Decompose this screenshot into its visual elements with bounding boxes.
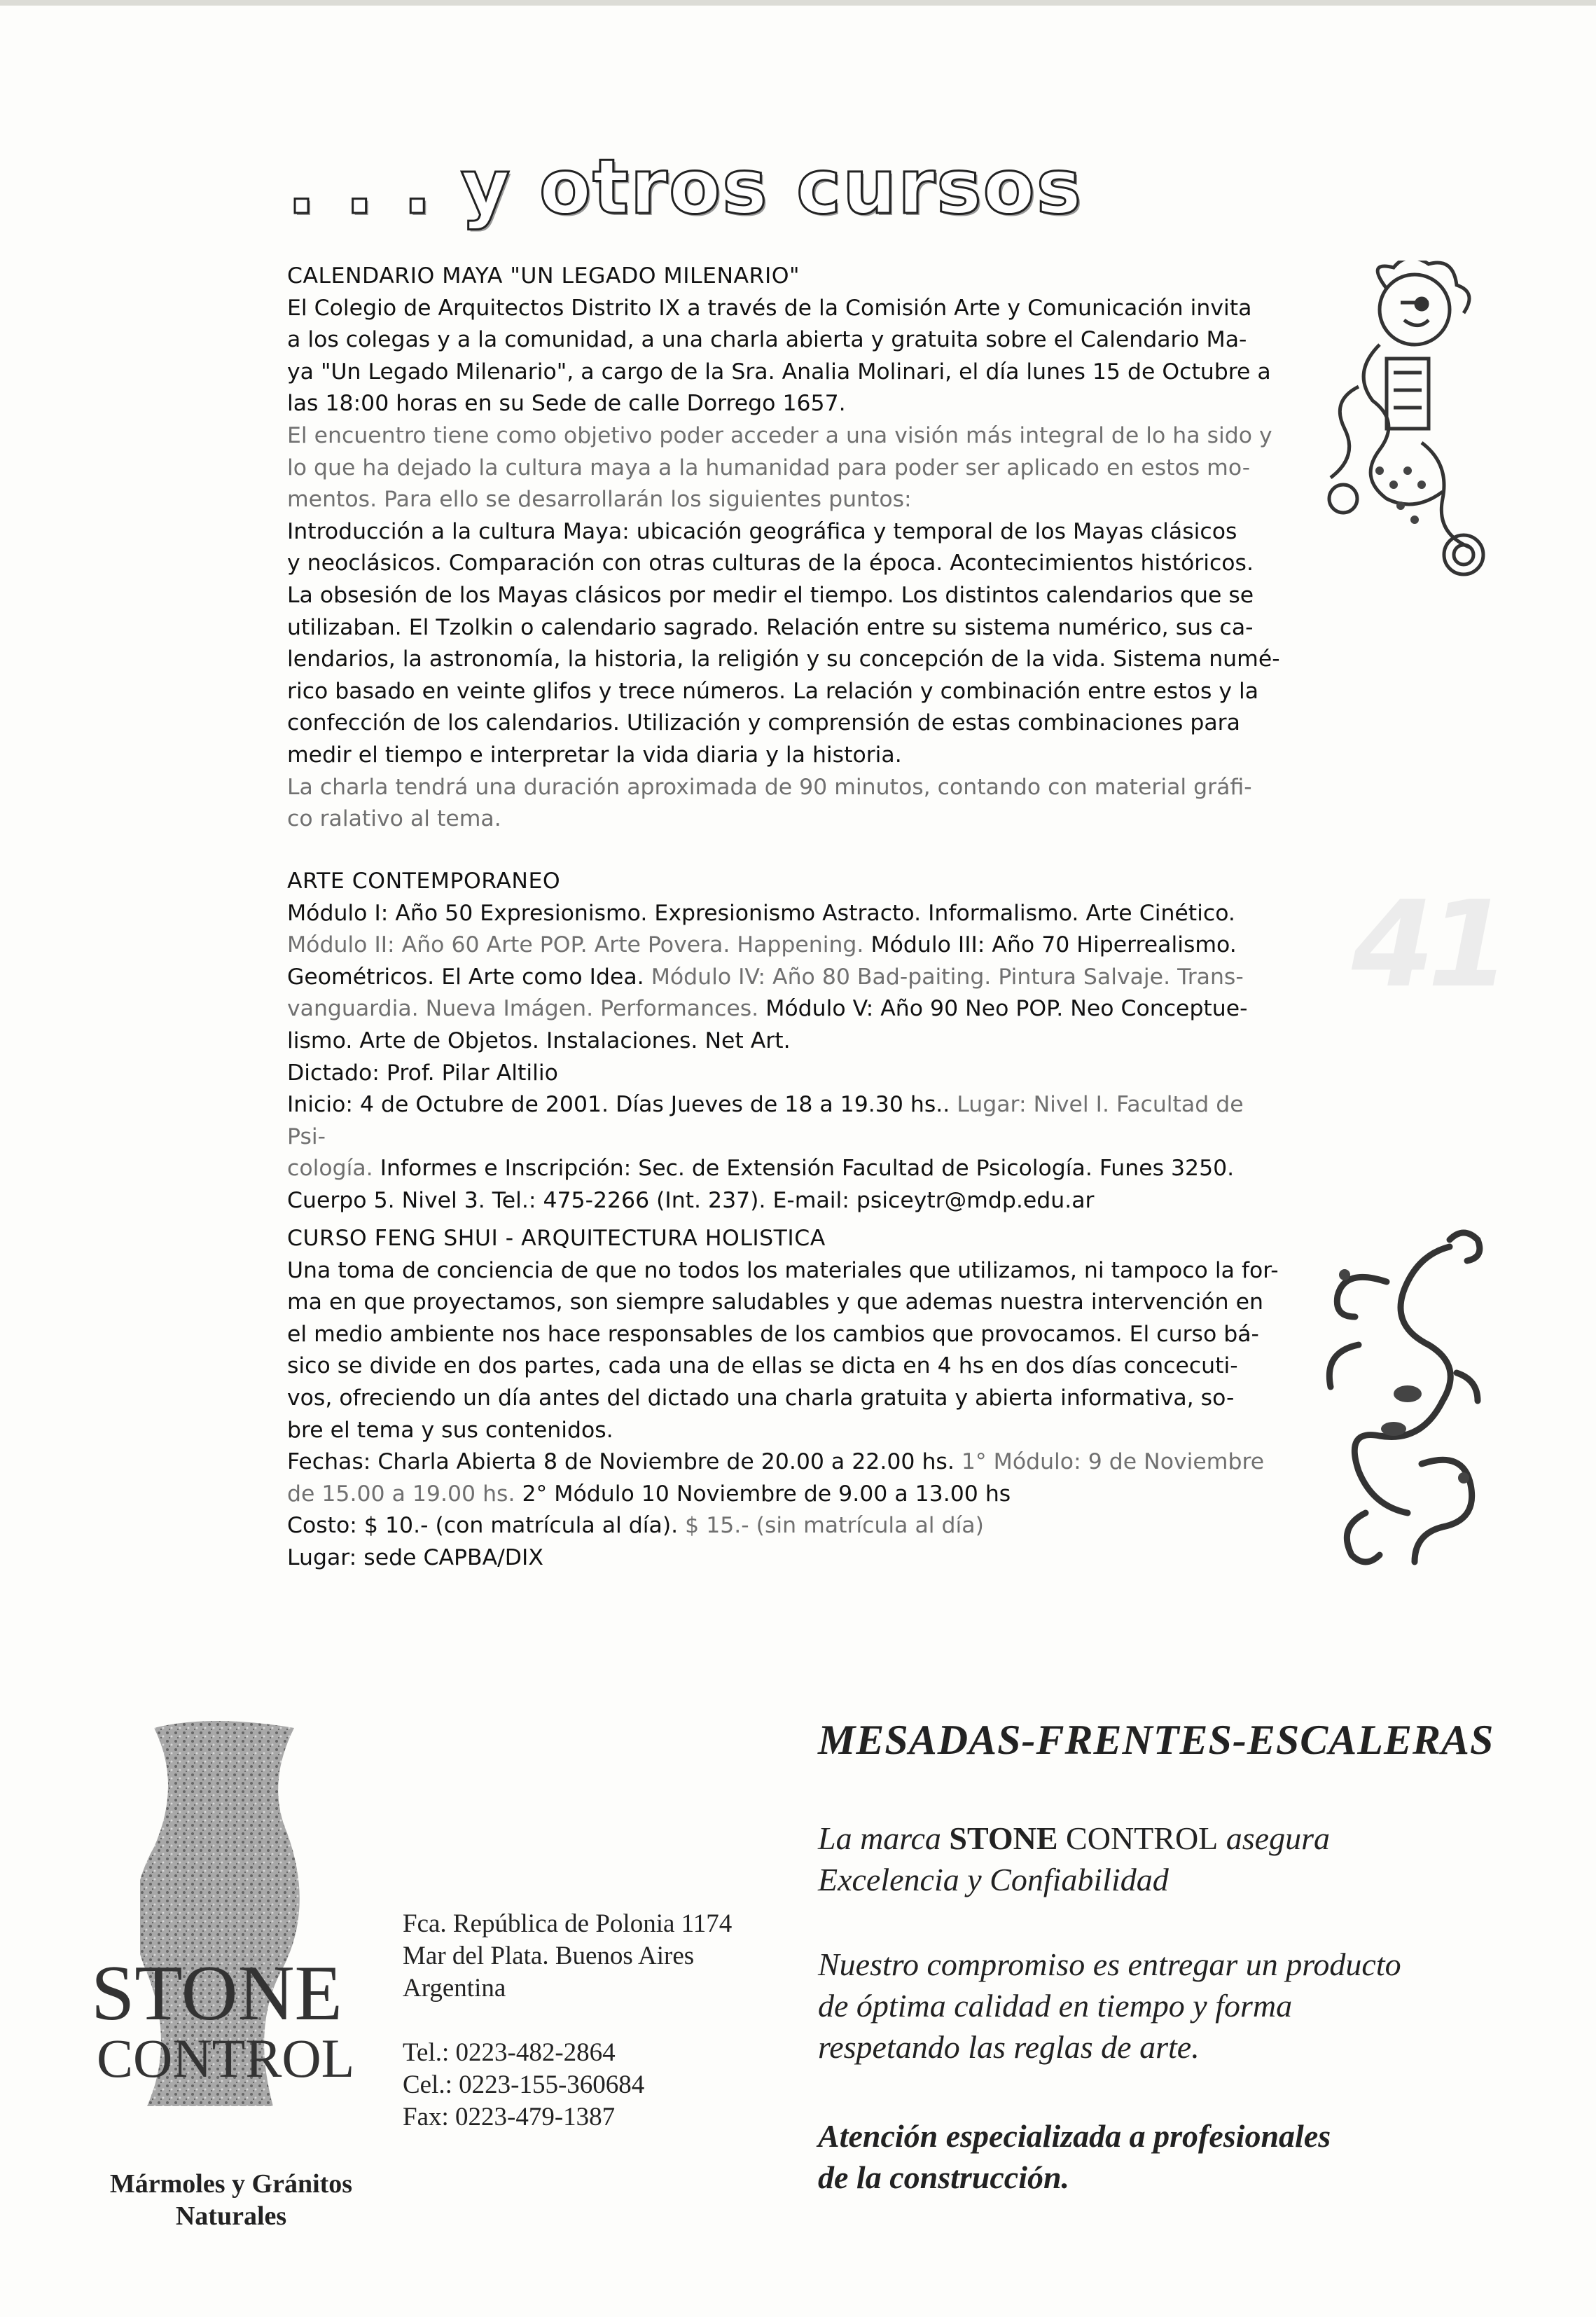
ad-closing bbox=[818, 2115, 1331, 2198]
body-line: La obsesión de los Mayas clásicos por medir el tiempo. Los distintos calendarios que se bbox=[287, 582, 1254, 608]
body-line: utilizaban. El Tzolkin o calendario sagrado. Relación entre su sistema numérico, sus ca- bbox=[287, 614, 1254, 640]
brand-inline: CONTROL bbox=[1057, 1820, 1219, 1856]
cost-line bbox=[287, 1510, 1282, 1542]
brand-inline: STONE bbox=[949, 1820, 1058, 1856]
brand-tagline: Mármoles y Gránitos Naturales bbox=[109, 2169, 353, 2231]
body-line: las 18:00 horas en su Sede de calle Dorrego 1657. bbox=[287, 391, 846, 417]
dates-line bbox=[287, 1446, 1282, 1479]
body-line: vos, ofreciendo un día antes del dictado una charla gratuita y abierta informativa, so- bbox=[287, 1385, 1235, 1411]
ad-headline: MESADAS-FRENTES-ESCALERAS bbox=[818, 1717, 1494, 1763]
dragon-icon bbox=[1317, 1219, 1492, 1572]
text-span: Cuerpo 5. Nivel 3. Tel.: 475-2266 (Int. 237). E-mail: psiceytr@mdp.edu.ar bbox=[287, 1187, 1095, 1213]
text-span: vanguardia. Nueva Imágen. Performances. bbox=[287, 996, 766, 1022]
section-title: ARTE CONTEMPORANEO bbox=[287, 869, 561, 894]
body-line: sico se divide en dos partes, cada una de ellas se dicta en 4 hs en dos días concecuti- bbox=[287, 1353, 1238, 1379]
text-line: de óptima calidad en tiempo y forma bbox=[818, 1988, 1293, 2024]
brand-name-line1: STONE bbox=[91, 1950, 342, 2037]
text-span: Inicio: 4 de Octubre de 2001. Días Jueves de 18 a 19.30 hs.. bbox=[287, 1092, 957, 1118]
brand-name-line2: CONTROL bbox=[97, 2028, 355, 2089]
section-title: CURSO FENG SHUI - ARQUITECTURA HOLISTICA bbox=[287, 1226, 826, 1251]
body-line: lendarios, la astronomía, la historia, la religión y su concepción de la vida. Sistema numé- bbox=[287, 646, 1280, 672]
text-span: Módulo III: Año 70 Hiperrealismo. bbox=[870, 932, 1237, 958]
text-line: Nuestro compromiso es entregar un producto bbox=[818, 1946, 1401, 1982]
text-line: de la construcción. bbox=[818, 2159, 1070, 2195]
body-line: ma en que proyectamos, son siempre saludables y que ademas nuestra intervención en bbox=[287, 1289, 1263, 1315]
text-span: Costo: $ 10.- (con matrícula al día). bbox=[287, 1513, 686, 1539]
text-span: La marca bbox=[818, 1820, 950, 1856]
text-span: cología. bbox=[287, 1156, 380, 1182]
body-line: a los colegas y a la comunidad, a una charla abierta y gratuita sobre el Calendario Ma- bbox=[287, 327, 1247, 353]
page-title: . . . y otros cursos bbox=[287, 144, 1083, 231]
text-span: $ 15.- (sin matrícula al día) bbox=[685, 1513, 984, 1539]
body-line: confección de los calendarios. Utilización y comprensión de estas combinaciones para bbox=[287, 710, 1240, 736]
place-line bbox=[287, 1542, 1282, 1575]
text-span: 1° Módulo: 9 de Noviembre bbox=[961, 1449, 1265, 1475]
text-span: Módulo II: Año 60 Arte POP. Arte Povera. Happening. bbox=[287, 932, 871, 958]
ad-brand-statement bbox=[818, 1818, 1330, 1900]
body-line: Introducción a la cultura Maya: ubicación geográfica y temporal de los Mayas clásicos bbox=[287, 518, 1237, 544]
phone-line: Fax: 0223-479-1387 bbox=[403, 2103, 616, 2131]
schedule-line bbox=[287, 1089, 1282, 1153]
module-line bbox=[287, 1025, 1282, 1058]
module-line bbox=[287, 962, 1282, 994]
ad-commitment bbox=[818, 1944, 1588, 2068]
text-span: Geométricos. El Arte como Idea. bbox=[287, 964, 651, 990]
body-line: rico basado en veinte glifos y trece números. La relación y combinación entre estos y la bbox=[287, 678, 1259, 704]
top-rule bbox=[0, 0, 1596, 6]
text-span: de 15.00 a 19.00 hs. bbox=[287, 1481, 522, 1507]
body-line: El Colegio de Arquitectos Distrito IX a través de la Comisión Arte y Comunicación invita bbox=[287, 295, 1252, 321]
text-span: Fechas: Charla Abierta 8 de Noviembre de 20.00 a 22.00 hs. bbox=[287, 1449, 962, 1475]
text-line: Atención especializada a profesionales bbox=[818, 2118, 1331, 2154]
address-block bbox=[403, 1908, 732, 2133]
article-calendario-maya bbox=[287, 261, 1282, 836]
section-title: CALENDARIO MAYA "UN LEGADO MILENARIO" bbox=[287, 263, 800, 289]
body-line: La charla tendrá una duración aproximada de 90 minutos, contando con material gráfi- bbox=[287, 774, 1252, 800]
text-span: Informes e Inscripción: Sec. de Extensión Facultad de Psicología. Funes 3250. bbox=[380, 1156, 1235, 1182]
body-line: bre el tema y sus contenidos. bbox=[287, 1417, 613, 1443]
page-number: 41 bbox=[1352, 876, 1504, 1014]
text-line: Excelencia y Confiabilidad bbox=[818, 1862, 1169, 1897]
text-span: Dictado: Prof. Pilar Altilio bbox=[287, 1060, 558, 1086]
phone-line: Tel.: 0223-482-2864 bbox=[403, 2038, 616, 2067]
info-line bbox=[287, 1153, 1282, 1185]
address-line: Argentina bbox=[403, 1974, 506, 2003]
body-line: ya "Un Legado Milenario", a cargo de la Sra. Analia Molinari, el día lunes 15 de Octubre a bbox=[287, 359, 1271, 385]
module-line bbox=[287, 993, 1282, 1025]
article-body bbox=[287, 1255, 1282, 1447]
module-line bbox=[287, 929, 1282, 962]
body-line: El encuentro tiene como objetivo poder acceder a una visión más integral de lo ha sido y bbox=[287, 422, 1272, 448]
body-line: mentos. Para ello se desarrollarán los siguientes puntos: bbox=[287, 487, 912, 513]
article-feng-shui bbox=[287, 1223, 1282, 1575]
text-span: Lugar: Nivel I. Facultad de Psi- bbox=[287, 1092, 1244, 1149]
spacer bbox=[403, 2005, 732, 2037]
maya-glyph-icon bbox=[1317, 261, 1492, 590]
body-line: co ralativo al tema. bbox=[287, 806, 501, 832]
text-span: 2° Módulo 10 Noviembre de 9.00 a 13.00 hs bbox=[522, 1481, 1011, 1507]
article-arte-contemporaneo bbox=[287, 866, 1282, 1217]
module-line bbox=[287, 898, 1282, 930]
body-line: medir el tiempo e interpretar la vida diaria y la historia. bbox=[287, 742, 902, 768]
text-span: Módulo IV: Año 80 Bad-paiting. Pintura Salvaje. Trans- bbox=[651, 964, 1244, 990]
text-span: lismo. Arte de Objetos. Instalaciones. Net Art. bbox=[287, 1028, 791, 1053]
instructor-line bbox=[287, 1058, 1282, 1090]
address-line: Fca. República de Polonia 1174 bbox=[403, 1909, 733, 1938]
body-line: Una toma de conciencia de que no todos los materiales que utilizamos, ni tampoco la for- bbox=[287, 1257, 1279, 1283]
text-span: Módulo V: Año 90 Neo POP. Neo Conceptue- bbox=[765, 996, 1248, 1022]
text-line: respetando las reglas de arte. bbox=[818, 2029, 1200, 2065]
body-line: lo que ha dejado la cultura maya a la humanidad para poder ser aplicado en estos mo- bbox=[287, 455, 1251, 480]
dates-line bbox=[287, 1479, 1282, 1511]
address-line: Mar del Plata. Buenos Aires bbox=[403, 1942, 695, 1970]
text-span: Lugar: sede CAPBA/DIX bbox=[287, 1544, 543, 1570]
body-line: el medio ambiente nos hace responsables de los cambios que provocamos. El curso bá- bbox=[287, 1321, 1259, 1347]
body-line: y neoclásicos. Comparación con otras culturas de la época. Acontecimientos históricos. bbox=[287, 551, 1254, 576]
phone-line: Cel.: 0223-155-360684 bbox=[403, 2070, 645, 2099]
text-span: Módulo I: Año 50 Expresionismo. Expresionismo Astracto. Informalismo. Arte Cinético. bbox=[287, 900, 1235, 926]
contact-line bbox=[287, 1185, 1282, 1217]
article-body bbox=[287, 293, 1282, 836]
text-span: asegura bbox=[1218, 1820, 1331, 1856]
